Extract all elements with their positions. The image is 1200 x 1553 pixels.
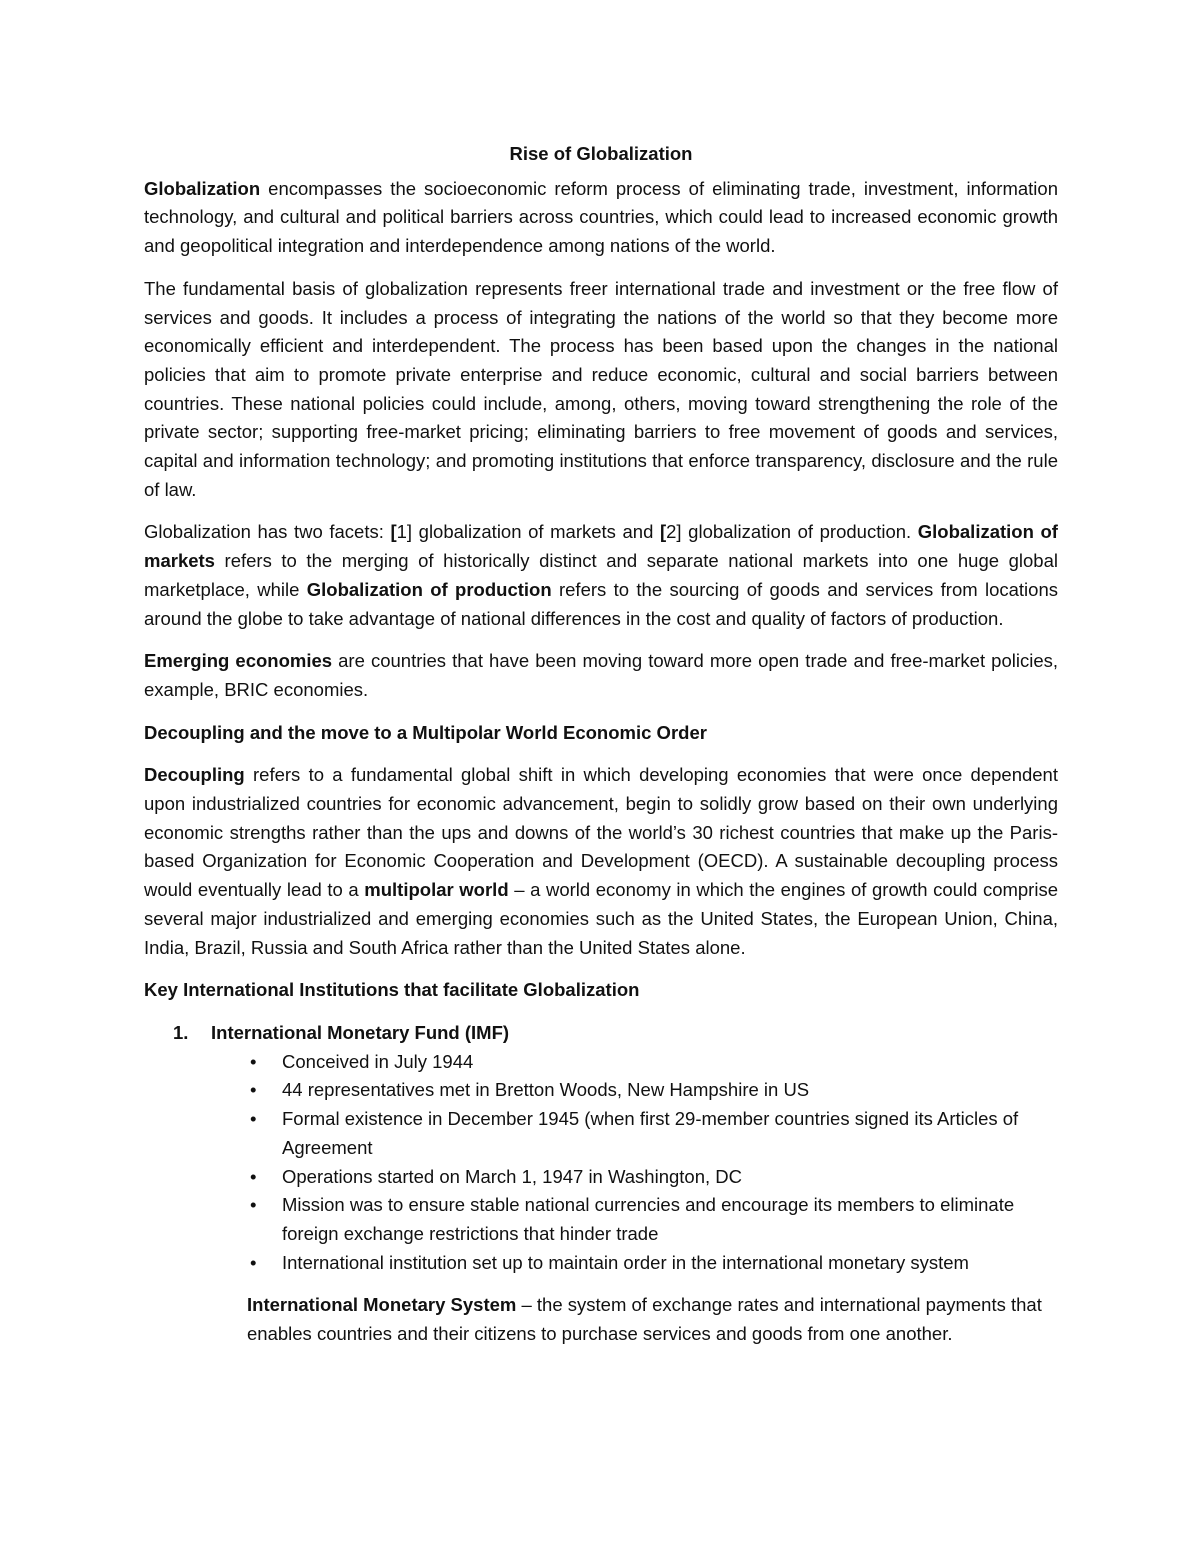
bracket-open: [ [390,521,397,543]
paragraph-text: refers to a fundamental global shift in which developing economies that were once dependent upon industrialized countries for economic advancement, begin to solidly grow based on their own underlying economic strengths rather than the ups and downs of the world’s 30 richest countries that make up the Paris-based Organization for Economic Cooperation and Development (OECD). A sustainable decoupling process would eventually lead to a [144,764,1058,901]
list-item [144,1249,1058,1278]
list-item-text: Formal existence in December 1945 (when first 29-member countries signed its Articles of Agreement [282,1108,1019,1158]
paragraph-text: encompasses the socioeconomic reform process of eliminating trade, investment, information technology, and cultural and political barriers across countries, which could lead to increased economic growth and geopolitical integration and interdependence among nations of the world. [144,177,1058,257]
term-international-monetary-system: International Monetary System [247,1294,517,1316]
list-item [144,1076,1058,1105]
list-item-text: International institution set up to maintain order in the international monetary system [282,1251,969,1273]
imf-facts-list [144,1048,1058,1278]
page-title: Rise of Globalization [509,143,693,164]
institution-name: International Monetary Fund (IMF) [211,1021,510,1043]
paragraph-text: Globalization has two facets: [144,521,391,543]
paragraph-globalization-definition [144,175,1058,261]
bullet-icon: • [250,1165,257,1187]
bullet-icon: • [250,1050,257,1072]
list-item [144,1048,1058,1077]
paragraph-text: refers to the sourcing of goods and services from locations around the globe to take advantage of national differences in the cost and quality of factors of production. [144,578,1058,629]
list-item [144,1163,1058,1192]
list-item-text: 44 representatives met in Bretton Woods, New Hampshire in US [282,1079,810,1101]
term-globalization: Globalization [144,177,261,199]
paragraph-text: refers to the merging of historically distinct and separate national markets into one huge global marketplace, while [144,550,1058,600]
paragraph-fundamental-basis: The fundamental basis of globalization represents freer international trade and investment or the free flow of services and goods. It includes a process of integrating the nations of the world so that they become more economically efficient and interdependent. The process has been based upon the changes in the national policies that aim to promote private enterprise and reduce economic, cultural and social barriers between countries. These national policies could include, among, others, moving toward strengthening the role of the private sector; supporting free-market pricing; eliminating barriers to free movement of goods and services, capital and information technology; and promoting institutions that enforce transparency, disclosure and the rule of law. [144,277,1058,500]
paragraph-text: – a world economy in which the engines of growth could comprise several major industrialized and emerging economies such as the United States, the European Union, China, India, Brazil, Russia and South Africa rather than the United States alone. [144,879,1058,958]
bracket-open: [ [659,521,667,543]
bullet-icon: • [250,1079,257,1101]
list-item [144,1105,1058,1162]
institution-item-imf [144,1019,1058,1048]
term-globalization-of-production: Globalization of production [306,578,552,600]
list-item-text: Conceived in July 1944 [282,1050,474,1072]
section-heading-decoupling: Decoupling and the move to a Multipolar World Economic Order [144,721,707,743]
list-number: 1. [173,1021,189,1043]
list-item-text: Mission was to ensure stable national currencies and encourage its members to eliminate foreign exchange restrictions that hinder trade [282,1194,1015,1244]
term-decoupling: Decoupling [144,764,245,786]
document-page [144,140,1058,1363]
bullet-icon: • [250,1108,257,1130]
paragraph-text: 2] globalization of production. [666,521,918,543]
paragraph-two-facets [144,518,1058,633]
paragraph-text: 1] globalization of markets and [396,521,660,543]
term-multipolar-world: multipolar world [364,879,509,901]
term-globalization-of-markets: Globalization of markets [144,521,1058,572]
institutions-list [144,1019,1058,1048]
bullet-icon: • [250,1194,257,1216]
paragraph-text: – the system of exchange rates and international payments that enables countries and their citizens to purchase services and goods from one another. [247,1294,1042,1345]
section-heading-institutions: Key International Institutions that facilitate Globalization [144,979,640,1001]
list-item-text: Operations started on March 1, 1947 in Washington, DC [282,1165,742,1187]
paragraph-decoupling [144,761,1058,962]
bullet-icon: • [250,1251,257,1273]
paragraph-monetary-system [247,1291,1058,1348]
term-emerging-economies: Emerging economies [144,650,333,672]
list-item [144,1191,1058,1248]
paragraph-text: are countries that have been moving toward more open trade and free-market policies, example, BRIC economies. [144,650,1059,700]
paragraph-emerging-economies [144,647,1058,704]
